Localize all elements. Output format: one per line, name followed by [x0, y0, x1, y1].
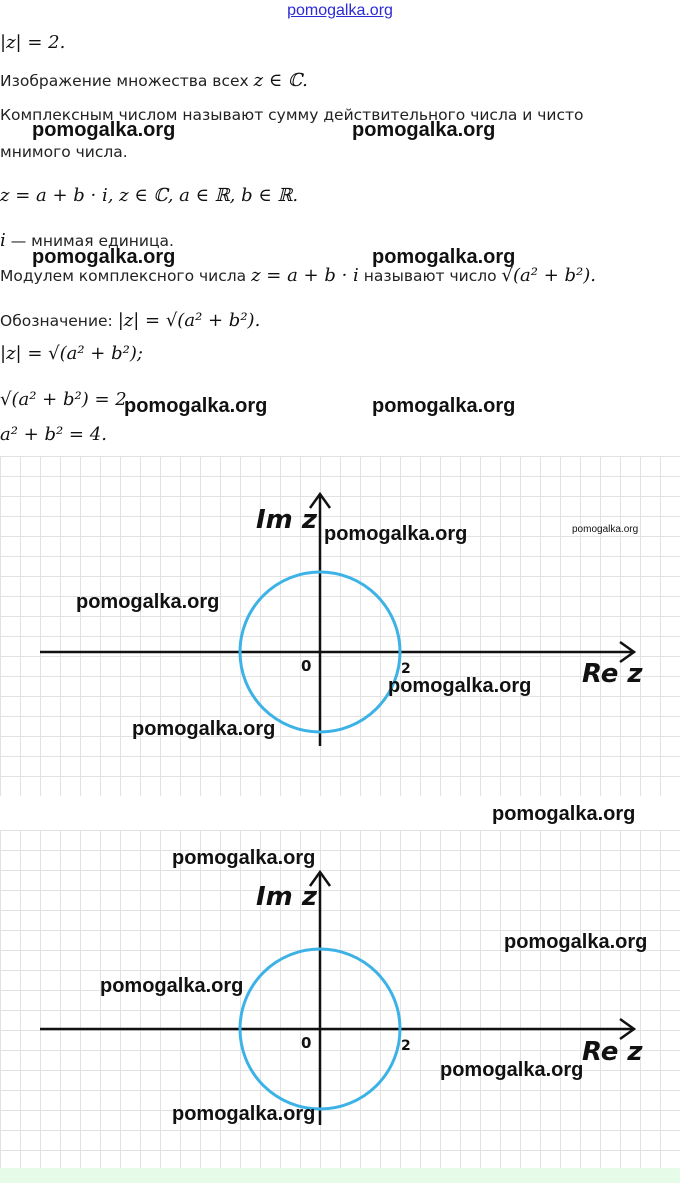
imaginary-unit-symbol: i	[0, 230, 6, 251]
definition-line-2: мнимого числа.	[0, 143, 128, 161]
site-link[interactable]: pomogalka.org	[287, 2, 393, 19]
imaginary-axis-label: Im z	[256, 882, 317, 912]
footer-strip	[0, 1168, 680, 1183]
watermark: pomogalka.org	[372, 246, 516, 268]
modulus-definition-text-b: называют число	[358, 267, 502, 285]
watermark: pomogalka.org	[172, 1103, 316, 1125]
real-axis-label: Re z	[582, 1037, 643, 1067]
circle-equation: a² + b² = 4.	[0, 424, 107, 445]
imaginary-unit-text: — мнимая единица.	[5, 232, 174, 250]
watermark: pomogalka.org	[388, 675, 532, 697]
modulus-definition-expr: √(a² + b²).	[501, 265, 596, 286]
definition-line-1: Комплексным числом называют сумму действительного числа и чисто	[0, 106, 584, 124]
radius-tick-label: 2	[401, 661, 411, 677]
watermark: pomogalka.org	[324, 523, 468, 545]
watermark: pomogalka.org	[504, 931, 648, 953]
set-description-text: Изображение множества всех	[0, 72, 254, 90]
watermark: pomogalka.org	[172, 847, 316, 869]
imaginary-axis-label: Im z	[256, 505, 317, 535]
complex-plane-figure-2	[0, 830, 680, 1168]
notation-math: |z| = √(a² + b²).	[117, 310, 261, 331]
watermark: pomogalka.org	[352, 119, 496, 141]
watermark-small: pomogalka.org	[572, 524, 639, 535]
modulus-substitution: |z| = √(a² + b²);	[0, 343, 143, 364]
modulus-definition-math: z = a + b · i	[251, 265, 359, 286]
complex-form-equation: z = a + b · i, z ∈ ℂ, a ∈ ℝ, b ∈ ℝ.	[0, 185, 299, 206]
watermark: pomogalka.org	[32, 246, 176, 268]
set-description	[0, 70, 308, 91]
watermark: pomogalka.org	[372, 395, 516, 417]
watermark: pomogalka.org	[440, 1059, 584, 1081]
root-equation: √(a² + b²) = 2	[0, 389, 127, 410]
set-description-math: z ∈ ℂ.	[253, 70, 308, 91]
watermark: pomogalka.org	[32, 119, 176, 141]
real-axis-label: Re z	[582, 659, 643, 689]
watermark: pomogalka.org	[76, 591, 220, 613]
radius-tick-label: 2	[401, 1038, 411, 1054]
origin-label: 0	[301, 1034, 312, 1052]
watermark: pomogalka.org	[100, 975, 244, 997]
notation-label: Обозначение:	[0, 312, 118, 330]
origin-label: 0	[301, 657, 312, 675]
watermark: pomogalka.org	[124, 395, 268, 417]
complex-plane-drawing-1	[0, 456, 680, 796]
watermark: pomogalka.org	[492, 803, 636, 825]
modulus-equation: |z| = 2.	[0, 32, 66, 53]
watermark: pomogalka.org	[132, 718, 276, 740]
notation-line	[0, 310, 260, 331]
modulus-definition-text-a: Модулем комплексного числа	[0, 267, 252, 285]
complex-plane-figure-1	[0, 456, 680, 796]
complex-plane-drawing-2	[0, 830, 680, 1168]
